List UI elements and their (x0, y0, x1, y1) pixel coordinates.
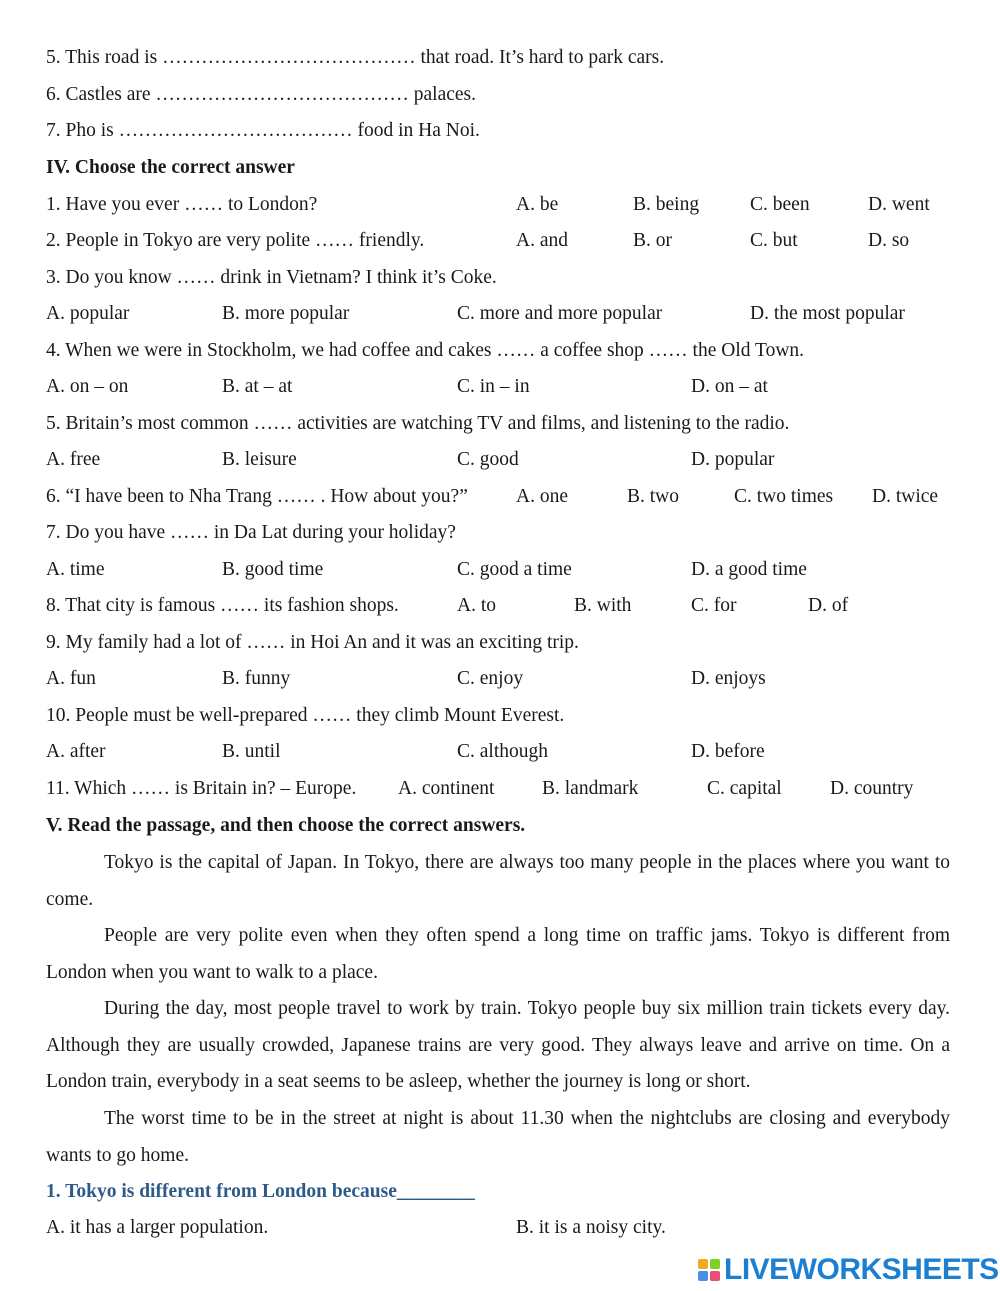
option-c[interactable]: C. been (750, 194, 810, 215)
liveworksheets-grid-icon (698, 1259, 720, 1281)
question-text: 6. “I have been to Nha Trang …… . How about you?” (46, 486, 468, 507)
option-c[interactable]: C. good (457, 449, 519, 470)
option-d[interactable]: D. a good time (691, 559, 807, 580)
question-text: 9. My family had a lot of …… in Hoi An and it was an exciting trip. (46, 632, 579, 653)
question-text: 3. Do you know …… drink in Vietnam? I think it’s Coke. (46, 267, 497, 288)
question-text: 8. That city is famous …… its fashion shops. (46, 595, 399, 616)
option-a[interactable]: A. time (46, 559, 105, 580)
option-c[interactable]: C. although (457, 741, 548, 762)
option-d[interactable]: D. enjoys (691, 668, 766, 689)
option-b[interactable]: B. with (574, 595, 632, 616)
option-a[interactable]: A. one (516, 486, 568, 507)
option-c[interactable]: C. good a time (457, 559, 572, 580)
question-text: 7. Do you have …… in Da Lat during your holiday? (46, 522, 456, 543)
option-b[interactable]: B. good time (222, 559, 324, 580)
question-text: 2. People in Tokyo are very polite …… friendly. (46, 230, 425, 251)
option-d[interactable]: D. went (868, 194, 930, 215)
option-b[interactable]: B. two (627, 486, 680, 507)
option-c[interactable]: C. enjoy (457, 668, 524, 689)
option-d[interactable]: D. the most popular (750, 303, 905, 324)
question-text: 5. Britain’s most common …… activities are watching TV and films, and listening to the radio. (46, 413, 790, 434)
passage-paragraph-3: During the day, most people travel to work by train. Tokyo people buy six million train tickets every day. Although they are usually crowded, Japanese trains are very good. They always leave and arrive on time. On a London train, everybody in a seat seems to be asleep, whether the journey is long or short. (46, 998, 950, 1092)
option-a[interactable]: A. after (46, 741, 106, 762)
option-b[interactable]: B. at – at (222, 376, 293, 397)
logo-text: LIVEWORKSHEETS (724, 1253, 999, 1286)
passage-paragraph-1: Tokyo is the capital of Japan. In Tokyo, there are always too many people in the places where you want to come. (46, 852, 950, 910)
option-b[interactable]: B. until (222, 741, 281, 762)
option-d[interactable]: D. popular (691, 449, 775, 470)
option-d[interactable]: D. twice (872, 486, 939, 507)
passage-paragraph-4: The worst time to be in the street at night is about 11.30 when the nightclubs are closing and everybody wants to go home. (46, 1108, 950, 1166)
question-text: 4. When we were in Stockholm, we had coffee and cakes …… a coffee shop …… the Old Town. (46, 340, 805, 361)
option-d[interactable]: D. before (691, 741, 765, 762)
option-d[interactable]: D. so (868, 230, 910, 251)
option-c[interactable]: C. capital (707, 778, 782, 799)
question-text: 1. Have you ever …… to London? (46, 194, 318, 215)
option-b[interactable]: B. more popular (222, 303, 350, 324)
option-c[interactable]: C. more and more popular (457, 303, 663, 324)
option-a[interactable]: A. continent (398, 778, 495, 799)
question-text: 10. People must be well-prepared …… they climb Mount Everest. (46, 705, 565, 726)
passage-paragraph-2: People are very polite even when they often spend a long time on traffic jams. Tokyo is different from London when you want to walk to a place. (46, 925, 950, 983)
option-b[interactable]: B. funny (222, 668, 291, 689)
option-d[interactable]: D. country (830, 778, 914, 799)
option-c[interactable]: C. for (691, 595, 737, 616)
option-a[interactable]: A. be (516, 194, 559, 215)
option-a[interactable]: A. on – on (46, 376, 129, 397)
option-c[interactable]: C. but (750, 230, 798, 251)
question-text: 11. Which …… is Britain in? – Europe. (46, 778, 357, 799)
liveworksheets-logo (698, 1255, 999, 1285)
option-a[interactable]: A. to (457, 595, 496, 616)
option-b[interactable]: B. leisure (222, 449, 297, 470)
option-d[interactable]: D. of (808, 595, 849, 616)
option-b[interactable]: B. it is a noisy city. (516, 1217, 666, 1238)
option-a[interactable]: A. it has a larger population. (46, 1217, 269, 1238)
option-a[interactable]: A. fun (46, 668, 96, 689)
option-b[interactable]: B. being (633, 194, 700, 215)
option-a[interactable]: A. free (46, 449, 101, 470)
option-d[interactable]: D. on – at (691, 376, 768, 397)
option-b[interactable]: B. landmark (542, 778, 639, 799)
option-c[interactable]: C. two times (734, 486, 834, 507)
option-a[interactable]: A. popular (46, 303, 130, 324)
option-c[interactable]: C. in – in (457, 376, 530, 397)
option-b[interactable]: B. or (633, 230, 672, 251)
option-a[interactable]: A. and (516, 230, 568, 251)
